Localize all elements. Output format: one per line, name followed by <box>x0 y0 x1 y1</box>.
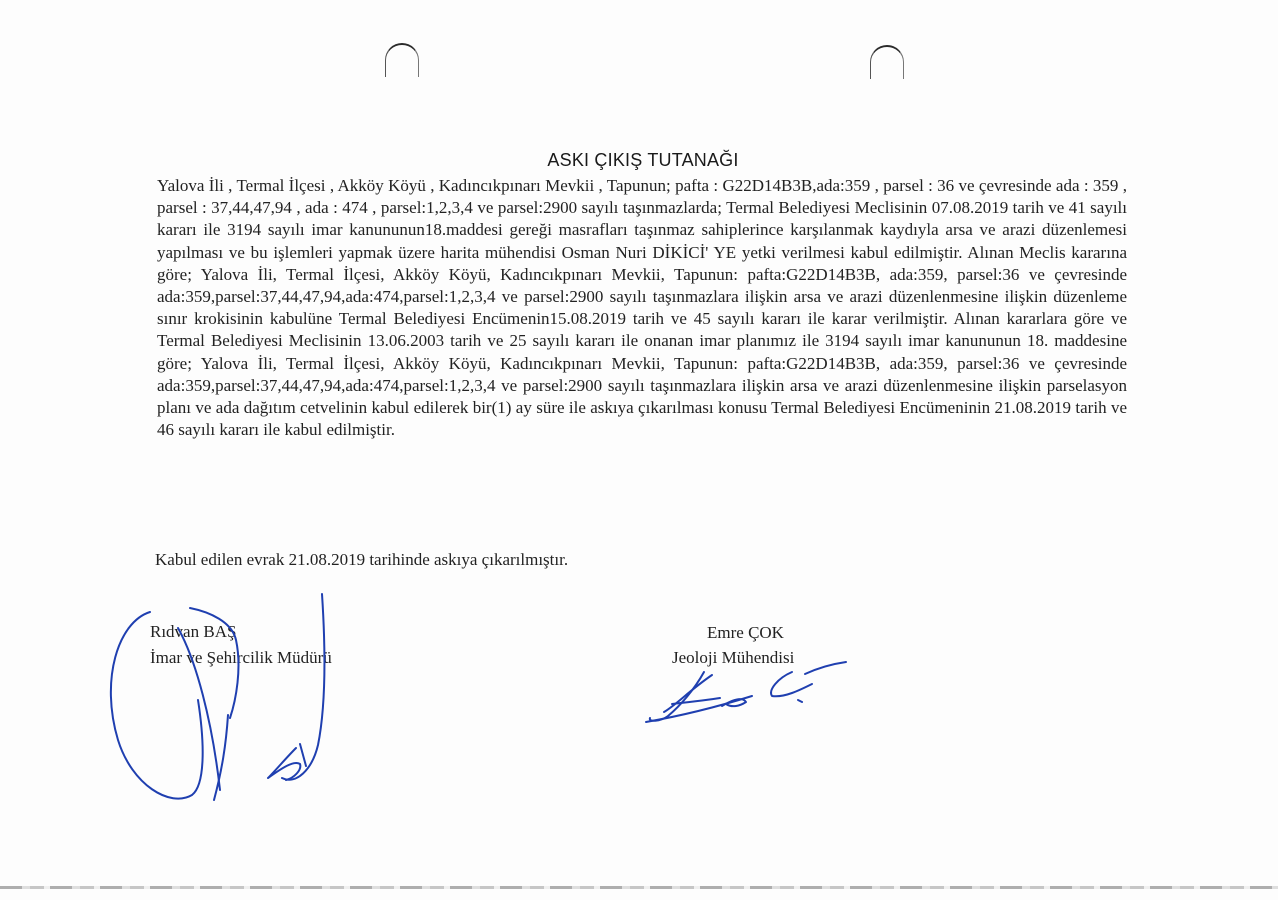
body-paragraph: Yalova İli , Termal İlçesi , Akköy Köyü , Kadıncıkpınarı Mevkii , Tapunun; pafta : G22D14B3B,ada:359 , parsel : 36 ve çevresinde ada : 359 , parsel : 37,44,47,94 , ada : 474 , parsel:1,2,3,4 ve parsel:2900 sayılı taşınmazlarda; Termal Belediyesi Meclisinin 07.08.2019 tarih ve 41 sayılı kararı ile 3194 sayılı imar kanununun18.maddesi gereği masrafları taşınmaz sahiplerince karşılanmak kaydıyla arsa ve arazi düzenlemesi yapılması ve bu işlemleri yapmak üzere harita mühendisi Osman Nuri DİKİCİ' YE yetki verilmesi kabul edilmiştir. Alınan Meclis kararına göre; Yalova İli, Termal İlçesi, Akköy Köyü, Kadıncıkpınarı Mevkii, Tapunun: pafta:G22D14B3B, ada:359, parsel:36 ve çevresinde ada:359,parsel:37,44,47,94,ada:474,parsel:1,2,3,4 ve parsel:2900 sayılı taşınmazlara ilişkin arsa ve arazi düzenlenmesine ilişkin düzenleme sınır krokisinin kabulüne Termal Belediyesi Encümenin15.08.2019 tarih ve 45 sayılı kararı ile karar verilmiştir. Alınan kararlara göre ve Termal Belediyesi Meclisinin 13.06.2003 tarih ve 25 sayılı kararı ile onanan imar planımız ile 3194 sayılı imar kanununun 18. maddesine göre; Yalova İli, Termal İlçesi, Akköy Köyü, Kadıncıkpınarı Mevkii, Tapunun: pafta:G22D14B3B, ada:359, parsel:36 ve çevresinde ada:359,parsel:37,44,47,94,ada:474,parsel:1,2,3,4 ve parsel:2900 sayılı taşınmazlara ilişkin arsa ve arazi düzenlenmesine ilişkin parselasyon planı ve ada dağıtım cetvelinin kabul edilerek bir(1) ay süre ile askıya çıkarılması konusu Termal Belediyesi Encümeninin 21.08.2019 tarih ve 46 sayılı kararı ile kabul edilmiştir. <box>157 176 1127 440</box>
right-signature <box>646 662 846 722</box>
left-signatory-name: Rıdvan BAŞ <box>150 622 237 641</box>
page-bottom-edge <box>0 886 1278 889</box>
closing-statement: Kabul edilen evrak 21.08.2019 tarihinde askıya çıkarılmıştır. <box>155 550 569 569</box>
punch-hole-right <box>870 45 904 79</box>
right-signatory-title: Jeoloji Mühendisi <box>672 648 795 667</box>
right-signatory-name: Emre ÇOK <box>707 623 784 642</box>
document-title: ASKI ÇIKIŞ TUTANAĞI <box>547 150 739 170</box>
left-signatory-title: İmar ve Şehircilik Müdürü <box>150 648 332 667</box>
document-body <box>157 175 1127 441</box>
punch-hole-left <box>385 43 419 77</box>
